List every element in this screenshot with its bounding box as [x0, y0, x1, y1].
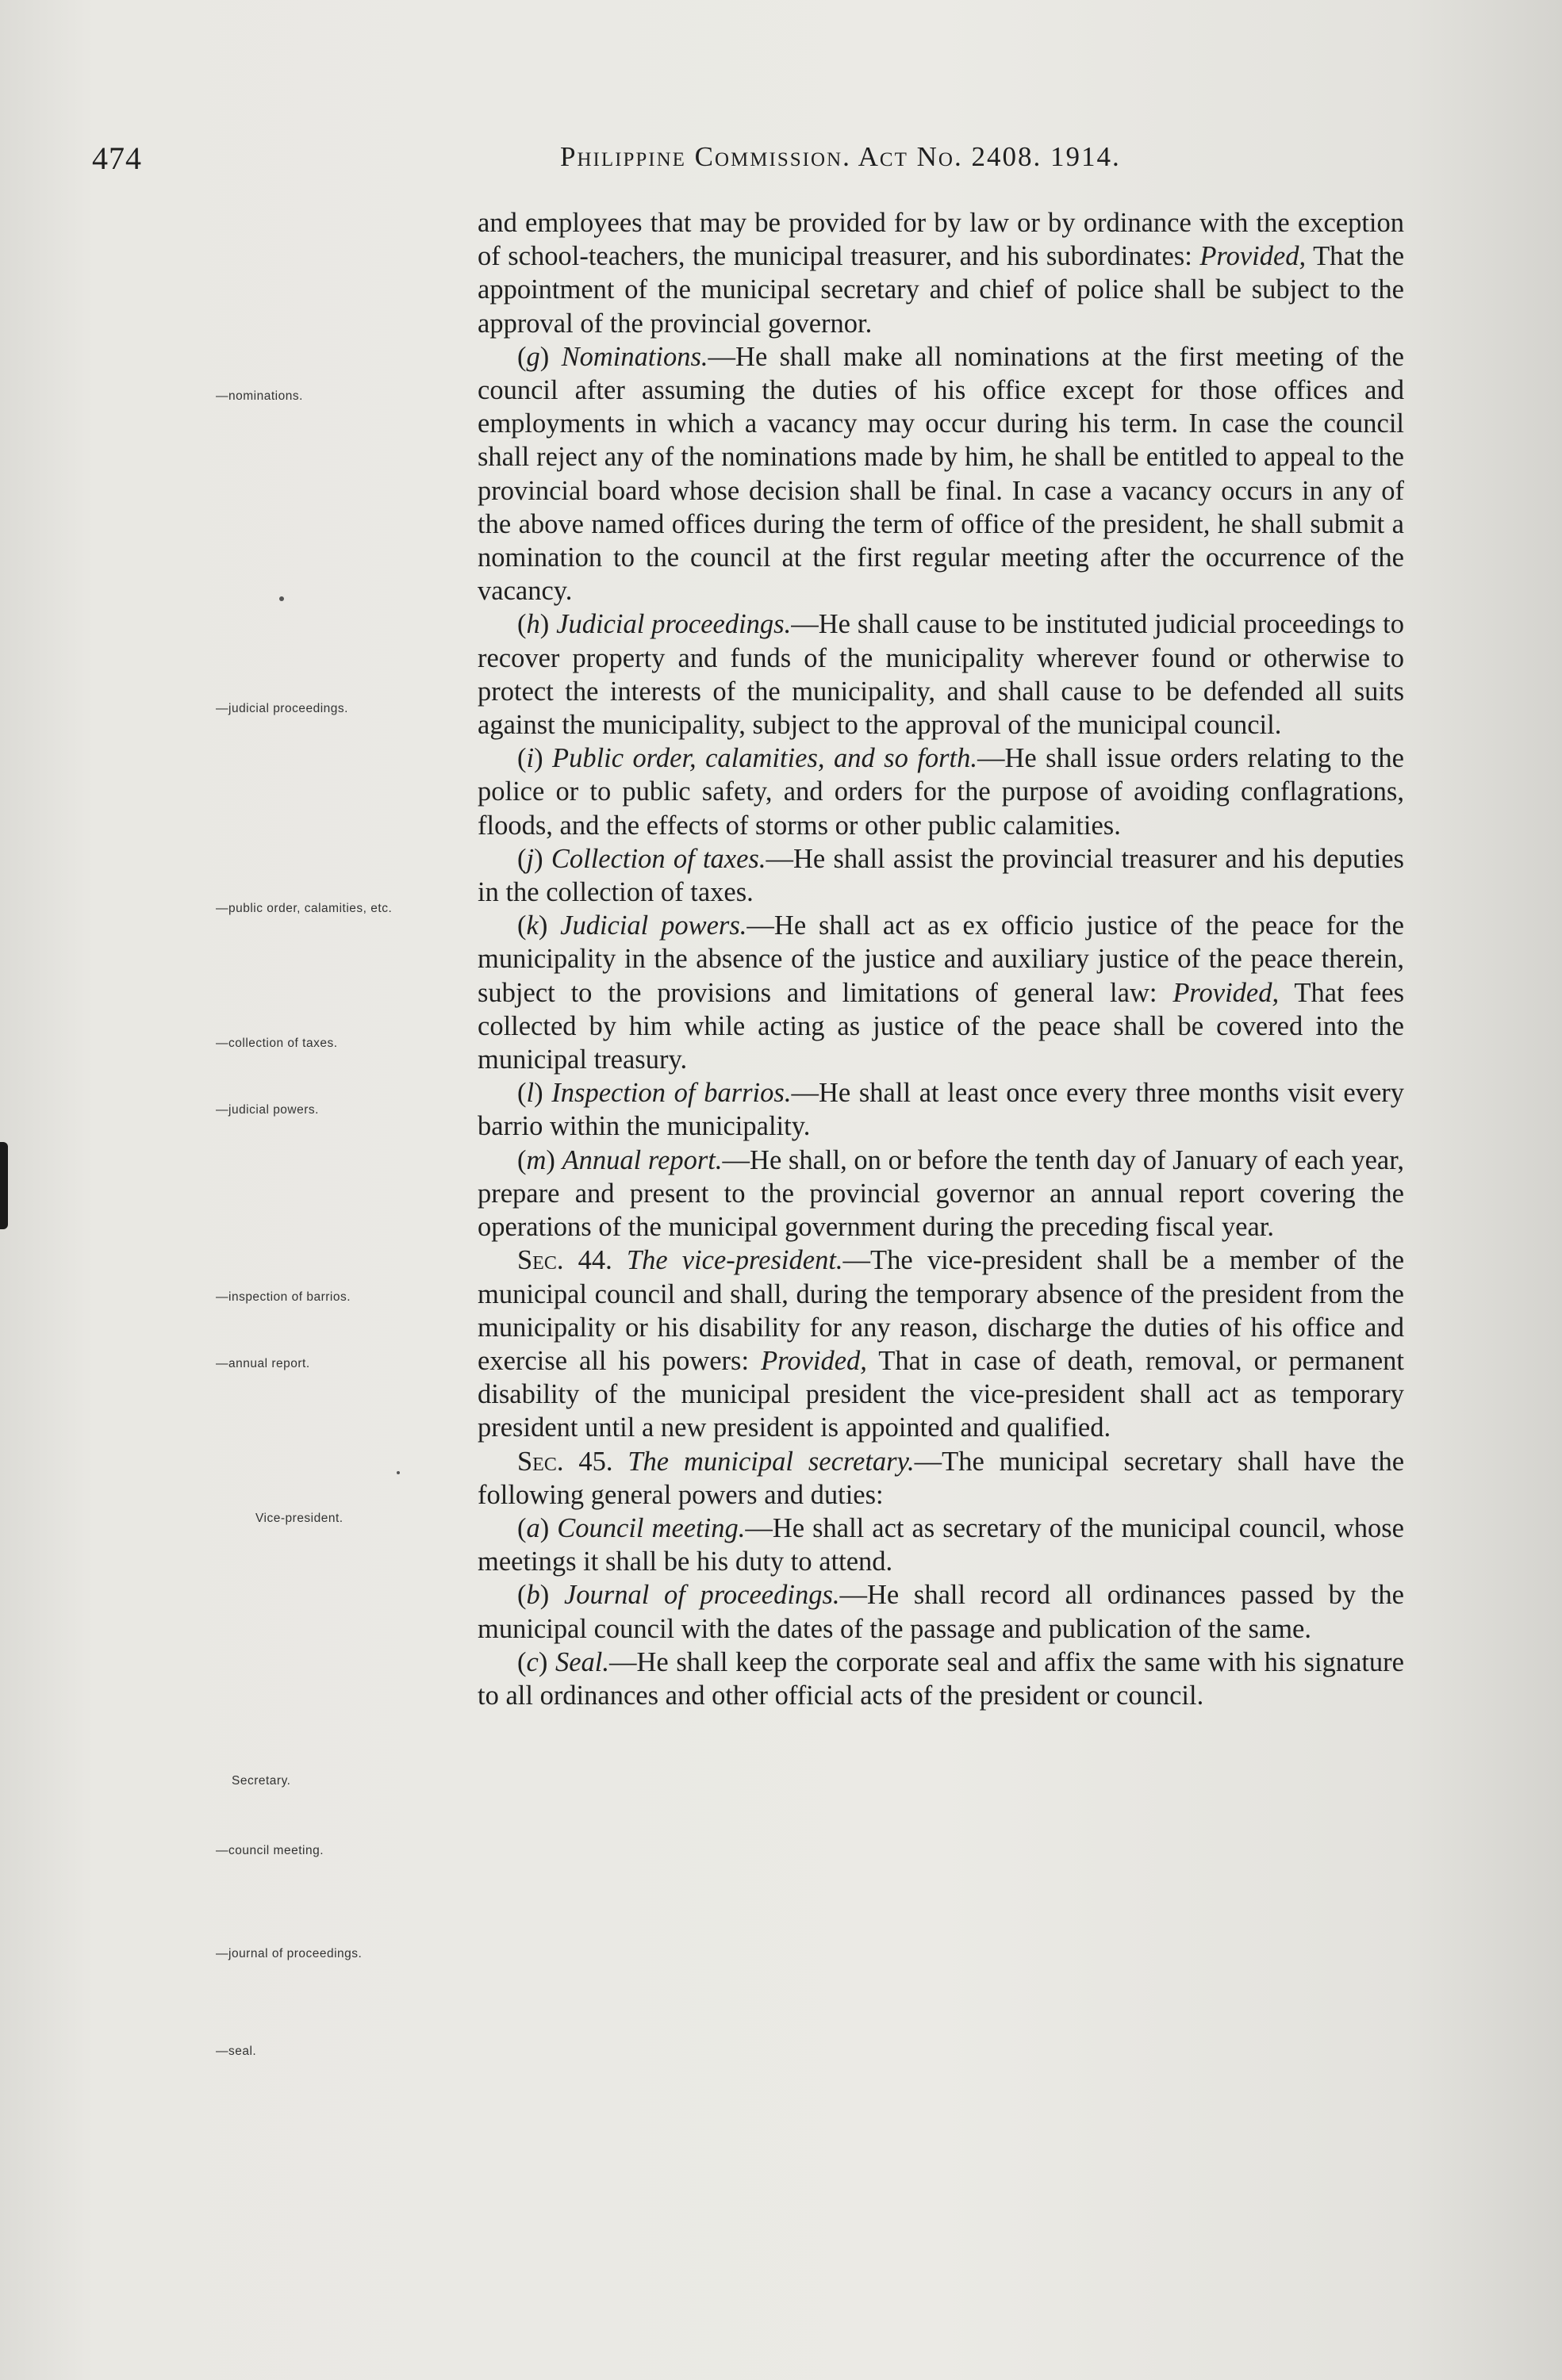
text-run: That the appointment of the municipal secretary and chief of police shall be subject to the approval of the provincial governor.	[478, 241, 1405, 339]
text-run: (	[517, 743, 527, 774]
text-run: That fees collected by him while acting as justice of the peace shall be covered into the municipal treasury.	[478, 977, 1404, 1075]
margin-note: —council meeting.	[216, 1844, 324, 1857]
running-head: Philippine Commission. Act No. 2408. 1914.	[560, 141, 1121, 172]
text-run: m	[526, 1144, 547, 1175]
text-run: 44.	[563, 1245, 627, 1276]
margin-note: Vice-president.	[255, 1512, 343, 1525]
paragraph	[478, 1076, 1404, 1143]
text-run: )	[546, 1144, 562, 1175]
margin-note: —collection of taxes.	[216, 1037, 338, 1050]
text-run: Judicial powers.	[560, 910, 747, 941]
text-run: )	[534, 843, 551, 874]
margin-note: —inspection of barrios.	[216, 1290, 351, 1304]
text-run: (	[517, 341, 527, 372]
margin-note: Secretary.	[232, 1774, 291, 1788]
body-text	[478, 206, 1404, 1712]
text-run: )	[538, 1646, 555, 1677]
text-run: )	[534, 1078, 552, 1109]
scan-speck	[279, 596, 284, 601]
paragraph	[478, 1144, 1404, 1244]
paragraph	[478, 1244, 1404, 1444]
text-run: Judicial proceedings.	[556, 609, 792, 640]
text-run: Nominations.	[561, 341, 708, 372]
paragraph	[478, 1445, 1404, 1512]
paragraph	[478, 607, 1404, 742]
text-run: Provided,	[761, 1345, 867, 1376]
text-run: k	[526, 910, 539, 941]
text-run: (	[517, 910, 527, 941]
text-run: That in case of death, removal, or permanent disability of the municipal president the vice-president shall act as temporary president until a new president is appointed and qualified.	[478, 1345, 1404, 1443]
scan-edge-blot	[0, 1142, 8, 1229]
text-run: (	[517, 1512, 527, 1543]
text-run: The municipal secretary.	[627, 1446, 915, 1477]
text-run: g	[526, 341, 540, 372]
paragraph	[478, 909, 1404, 1076]
text-run: —The municipal secretary shall have the following general powers and duties:	[478, 1446, 1405, 1510]
paragraph	[478, 742, 1404, 842]
text-run: —He shall keep the corporate seal and affix the same with his signature to all ordinances and other official acts of the president or council.	[478, 1646, 1404, 1711]
text-run: )	[539, 1512, 558, 1543]
text-run: a	[526, 1512, 540, 1543]
text-run: c	[526, 1646, 539, 1677]
paragraph	[478, 842, 1404, 909]
text-run: (	[517, 1580, 527, 1611]
text-run: Seal.	[555, 1646, 609, 1677]
text-run: )	[539, 1580, 564, 1611]
text-run: 45.	[563, 1446, 628, 1477]
text-run: Public order, calamities, and so forth.	[552, 743, 977, 774]
text-run: Inspection of barrios.	[551, 1078, 792, 1109]
page-number: 474	[92, 140, 142, 176]
text-run: i	[526, 743, 535, 774]
text-run: —He shall at least once every three months visit every barrio within the municipality.	[478, 1078, 1404, 1142]
text-run: —The vice-president shall be a member of the municipal council and shall, during the temporary absence of the president from the municipality or his disability for any reason, discharge the duties of his office and exercise all his powers:	[478, 1245, 1405, 1376]
text-run: —He shall act as ex officio justice of the peace for the municipality in the absence of the justice and auxiliary justice of the peace therein, subject to the provisions and limitations of general law:	[478, 910, 1404, 1008]
margin-note: —seal.	[216, 2045, 257, 2058]
text-run: )	[539, 341, 562, 372]
text-run: Sec.	[517, 1245, 564, 1276]
text-run: Journal of proceedings.	[563, 1580, 840, 1611]
text-run: —He shall cause to be instituted judicial proceedings to recover property and funds of the municipality wherever found or otherwise to protect the interests of the municipality, and shall cause to be defended all suits against the municipality, subject to the approval of the municipal council.	[478, 609, 1404, 741]
text-run: b	[526, 1580, 540, 1611]
text-run: h	[526, 609, 540, 640]
text-run: (	[517, 609, 527, 640]
paragraph	[478, 206, 1404, 340]
text-run: (	[517, 1144, 527, 1175]
text-run: The vice-president.	[626, 1245, 843, 1276]
text-run: —He shall record all ordinances passed by the municipal council with the dates of the passage and publication of the same.	[478, 1580, 1404, 1644]
text-run: —He shall issue orders relating to the police or to public safety, and orders for the purpose of avoiding conflagrations, floods, and the effects of storms or other public calamities.	[478, 743, 1404, 841]
text-run: )	[538, 910, 561, 941]
text-run: Collection of taxes.	[551, 843, 766, 874]
margin-note: —annual report.	[216, 1357, 310, 1370]
text-run: Council meeting.	[557, 1512, 746, 1543]
margin-note: —journal of proceedings.	[216, 1947, 363, 1960]
paragraph	[478, 1578, 1404, 1645]
paragraph	[478, 1646, 1404, 1712]
paragraph	[478, 1512, 1404, 1578]
text-run: Provided,	[1172, 977, 1280, 1008]
text-run: (	[517, 1078, 527, 1109]
text-run: —He shall make all nominations at the first meeting of the council after assuming the duties of his office except for those offices and employments in which a vacancy may occur during his term. In case the council shall reject any of the nominations made by him, he shall be entitled to appeal to the provincial board whose decision shall be final. In case a vacancy occurs in any of the above named offices during the term of office of the president, he shall submit a nomination to the council at the first regular meeting after the occurrence of the vacancy.	[478, 341, 1404, 607]
text-run: j	[526, 843, 535, 874]
text-run: (	[517, 843, 527, 874]
page-header	[92, 140, 1330, 187]
text-run: —He shall assist the provincial treasurer and his deputies in the collection of taxes.	[478, 843, 1404, 908]
margin-note: —judicial powers.	[216, 1103, 319, 1117]
text-run: (	[517, 1646, 527, 1677]
margin-note: —nominations.	[216, 389, 303, 403]
text-run: Provided,	[1199, 241, 1307, 272]
margin-note: —judicial proceedings.	[216, 702, 348, 715]
text-run: and employees that may be provided for by law or by ordinance with the exception of school-teachers, the municipal treasurer, and his subordinates:	[478, 208, 1404, 272]
text-run: )	[539, 609, 557, 640]
text-run: l	[526, 1078, 535, 1109]
scan-speck	[397, 1471, 400, 1474]
text-run: Sec.	[517, 1446, 564, 1477]
text-run: —He shall, on or before the tenth day of January of each year, prepare and present to the provincial governor an annual report covering the operations of the municipal government during the preceding fiscal year.	[478, 1144, 1404, 1243]
paragraph	[478, 340, 1404, 608]
margin-note: —public order, calamities, etc.	[216, 902, 393, 915]
text-run: )	[534, 743, 553, 774]
text-run: —He shall act as secretary of the municipal council, whose meetings it shall be his duty to attend.	[478, 1512, 1404, 1577]
text-run: Annual report.	[562, 1144, 723, 1175]
